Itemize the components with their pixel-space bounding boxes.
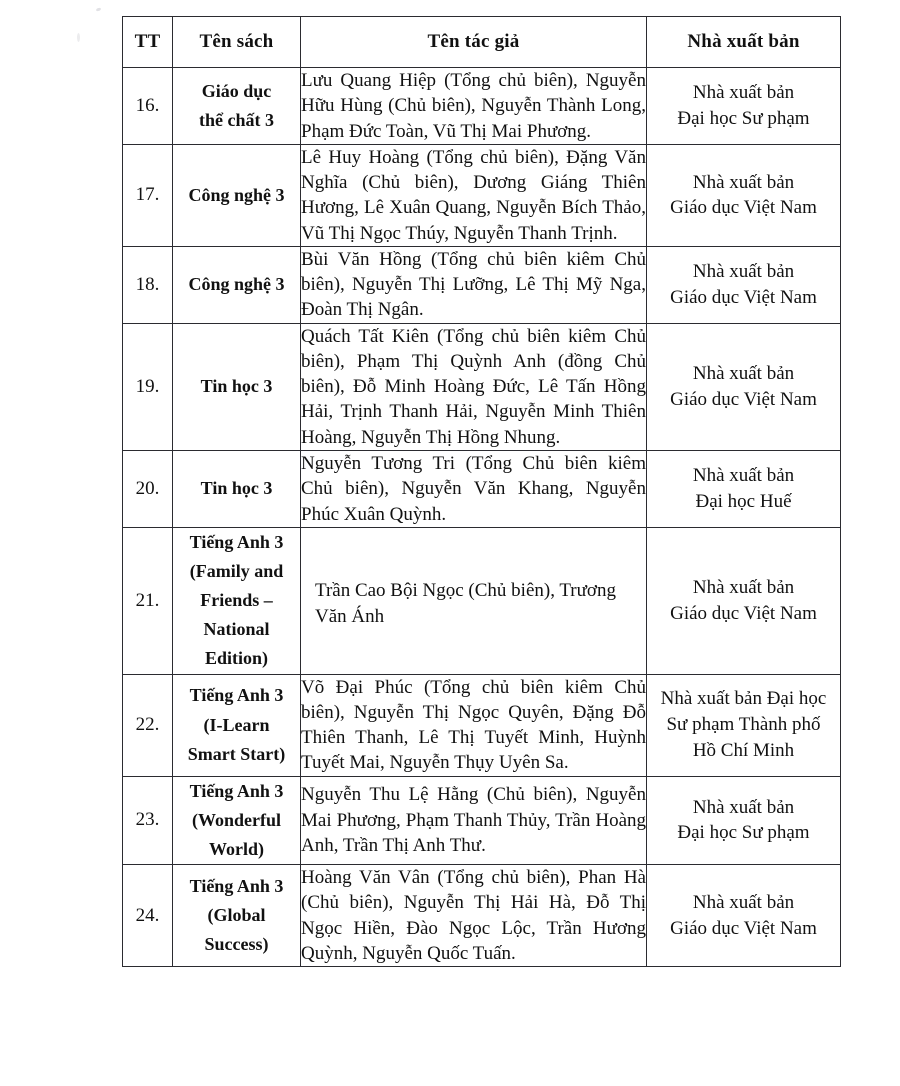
table-body	[123, 68, 841, 967]
cell-index: 16.	[123, 68, 173, 145]
column-header-publisher: Nhà xuất bản	[647, 17, 841, 68]
scan-artifact-speck	[96, 7, 102, 12]
cell-authors: Võ Đại Phúc (Tổng chủ biên kiêm Chủ biên), Nguyễn Thị Ngọc Quyên, Đặng Đỗ Thiên Thanh, Lê Thị Tuyết Minh, Huỳnh Tuyết Mai, Nguyễn Thụy Uyên Sa.	[301, 674, 647, 776]
cell-book-title: Tin học 3	[173, 450, 301, 527]
cell-book-title: Tiếng Anh 3 (Family and Friends – National Edition)	[173, 527, 301, 674]
column-header-author: Tên tác giả	[301, 17, 647, 68]
cell-publisher: Nhà xuất bản Đại học Sư phạm	[647, 68, 841, 145]
table-row	[123, 323, 841, 450]
cell-authors: Trần Cao Bội Ngọc (Chủ biên), Trương Văn Ánh	[301, 527, 647, 674]
cell-index: 17.	[123, 144, 173, 246]
cell-book-title: Tiếng Anh 3 (I-Learn Smart Start)	[173, 674, 301, 776]
cell-index: 18.	[123, 246, 173, 323]
table-row	[123, 865, 841, 967]
table-row	[123, 144, 841, 246]
table-row	[123, 68, 841, 145]
cell-authors: Bùi Văn Hồng (Tổng chủ biên kiêm Chủ biên), Nguyễn Thị Lưỡng, Lê Thị Mỹ Nga, Đoàn Thị Ngân.	[301, 246, 647, 323]
column-header-tt: TT	[123, 17, 173, 68]
cell-index: 22.	[123, 674, 173, 776]
cell-authors: Lưu Quang Hiệp (Tổng chủ biên), Nguyễn Hữu Hùng (Chủ biên), Nguyễn Thành Long, Phạm Đức Toàn, Vũ Thị Mai Phương.	[301, 68, 647, 145]
cell-publisher: Nhà xuất bản Đại học Huế	[647, 450, 841, 527]
textbook-list-table	[122, 16, 841, 967]
cell-publisher: Nhà xuất bản Đại học Sư phạm	[647, 776, 841, 864]
cell-publisher: Nhà xuất bản Giáo dục Việt Nam	[647, 246, 841, 323]
cell-book-title: Công nghệ 3	[173, 246, 301, 323]
cell-book-title: Giáo dục thể chất 3	[173, 68, 301, 145]
table-row	[123, 776, 841, 864]
cell-index: 21.	[123, 527, 173, 674]
cell-authors: Nguyễn Tương Tri (Tổng Chủ biên kiêm Chủ biên), Nguyễn Văn Khang, Nguyễn Phúc Xuân Quỳnh.	[301, 450, 647, 527]
cell-publisher: Nhà xuất bản Giáo dục Việt Nam	[647, 323, 841, 450]
table-row	[123, 246, 841, 323]
cell-authors: Lê Huy Hoàng (Tổng chủ biên), Đặng Văn Nghĩa (Chủ biên), Dương Giáng Thiên Hương, Lê Xuân Quang, Nguyễn Bích Thảo, Vũ Thị Ngọc Thúy, Nguyễn Thanh Trịnh.	[301, 144, 647, 246]
cell-authors: Quách Tất Kiên (Tổng chủ biên kiêm Chủ biên), Phạm Thị Quỳnh Anh (đồng Chủ biên), Đỗ Minh Hoàng Đức, Lê Tấn Hồng Hải, Trịnh Thanh Hải, Nguyễn Minh Thiên Hoàng, Nguyễn Thị Hồng Nhung.	[301, 323, 647, 450]
cell-book-title: Tiếng Anh 3 (Wonderful World)	[173, 776, 301, 864]
cell-index: 23.	[123, 776, 173, 864]
cell-publisher: Nhà xuất bản Giáo dục Việt Nam	[647, 527, 841, 674]
table-header-row	[123, 17, 841, 68]
cell-authors: Hoàng Văn Vân (Tổng chủ biên), Phan Hà (Chủ biên), Nguyễn Thị Hải Hà, Đỗ Thị Ngọc Hiền, Đào Ngọc Lộc, Trần Hương Quỳnh, Nguyễn Quốc Tuấn.	[301, 865, 647, 967]
cell-book-title: Tiếng Anh 3 (Global Success)	[173, 865, 301, 967]
cell-publisher: Nhà xuất bản Đại học Sư phạm Thành phố Hồ Chí Minh	[647, 674, 841, 776]
table-row	[123, 674, 841, 776]
scan-artifact-streak	[77, 33, 80, 42]
cell-index: 24.	[123, 865, 173, 967]
table-row	[123, 450, 841, 527]
document-page	[122, 16, 840, 967]
cell-index: 20.	[123, 450, 173, 527]
cell-publisher: Nhà xuất bản Giáo dục Việt Nam	[647, 144, 841, 246]
cell-index: 19.	[123, 323, 173, 450]
cell-book-title: Công nghệ 3	[173, 144, 301, 246]
cell-book-title: Tin học 3	[173, 323, 301, 450]
table-row	[123, 527, 841, 674]
cell-publisher: Nhà xuất bản Giáo dục Việt Nam	[647, 865, 841, 967]
column-header-book: Tên sách	[173, 17, 301, 68]
cell-authors: Nguyễn Thu Lệ Hằng (Chủ biên), Nguyễn Mai Phương, Phạm Thanh Thủy, Trần Hoàng Anh, Trần Thị Anh Thư.	[301, 776, 647, 864]
